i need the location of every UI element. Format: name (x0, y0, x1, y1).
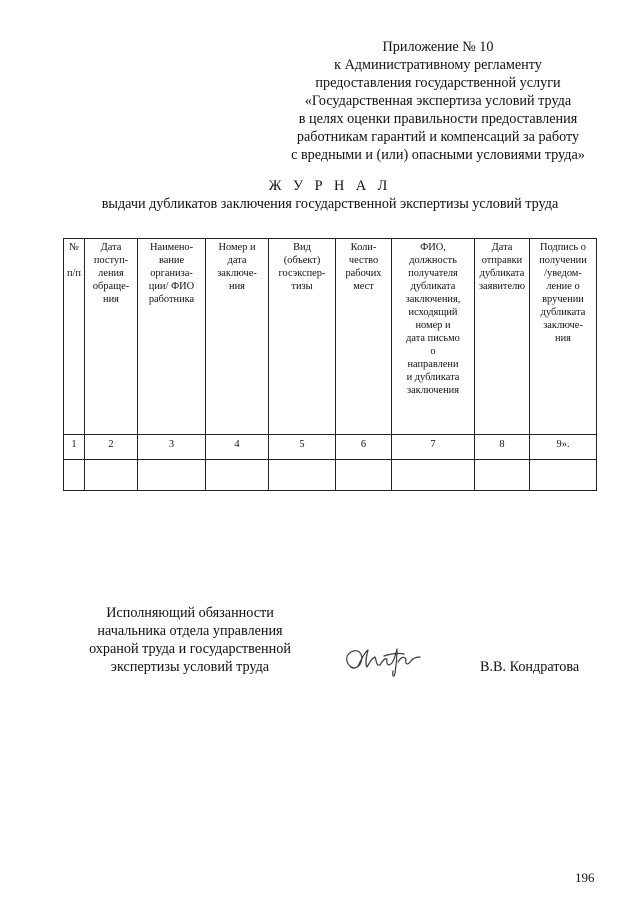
empty-cell (392, 460, 475, 491)
column-number: 7 (392, 435, 475, 460)
empty-cell (336, 460, 392, 491)
column-number: 1 (64, 435, 85, 460)
annex-header (268, 38, 608, 164)
signer-name: В.В. Кондратова (480, 659, 580, 675)
empty-cell (138, 460, 206, 491)
column-header: Вид (объект) госэкспер- тизы (269, 239, 336, 435)
page-number: 196 (575, 870, 595, 885)
annex-line: Приложение № 10 (382, 39, 494, 55)
empty-cell (206, 460, 269, 491)
column-header: ФИО, должность получателя дубликата заключения, исходящий номер и дата письмо о направлени и дубликата заключения (392, 239, 475, 435)
journal-title: Ж У Р Н А Л (268, 178, 392, 194)
column-number-row (64, 435, 597, 460)
column-number: 5 (269, 435, 336, 460)
annex-line: «Государственная экспертиза условий труда (304, 93, 572, 109)
annex-line: к Административному регламенту (334, 57, 542, 73)
column-number: 8 (475, 435, 530, 460)
column-number: 9». (530, 435, 597, 460)
position-line: охраной труда и государственной (89, 641, 291, 657)
position-line: начальника отдела управления (97, 623, 283, 639)
column-number: 4 (206, 435, 269, 460)
empty-table-row (64, 460, 597, 491)
annex-line: в целях оценки правильности предоставления (298, 111, 578, 127)
empty-cell (85, 460, 138, 491)
column-header: Дата поступ- ления обраще- ния (85, 239, 138, 435)
handwritten-signature (340, 640, 422, 680)
column-header: Дата отправки дубликата заявителю (475, 239, 530, 435)
column-header: Коли- чество рабочих мест (336, 239, 392, 435)
position-line: Исполняющий обязанности (106, 605, 274, 621)
journal-table (63, 238, 597, 491)
signatory-position (70, 604, 310, 676)
column-header: Наимено- вание организа- ции/ ФИО работника (138, 239, 206, 435)
column-number: 6 (336, 435, 392, 460)
column-header: № п/п (64, 239, 85, 435)
empty-cell (475, 460, 530, 491)
annex-line: с вредными и (или) опасными условиями труда» (291, 147, 585, 163)
annex-line: работникам гарантий и компенсаций за работу (296, 129, 580, 145)
column-header: Номер и дата заключе- ния (206, 239, 269, 435)
column-number: 3 (138, 435, 206, 460)
column-number: 2 (85, 435, 138, 460)
annex-line: предоставления государственной услуги (315, 75, 561, 91)
empty-cell (530, 460, 597, 491)
empty-cell (64, 460, 85, 491)
position-line: экспертизы условий труда (110, 659, 270, 675)
table-header-row (64, 239, 597, 435)
empty-cell (269, 460, 336, 491)
column-header: Подпись о получении /уведом- ление о вручении дубликата заключе- ния (530, 239, 597, 435)
journal-subtitle: выдачи дубликатов заключения государственной экспертизы условий труда (101, 196, 559, 212)
